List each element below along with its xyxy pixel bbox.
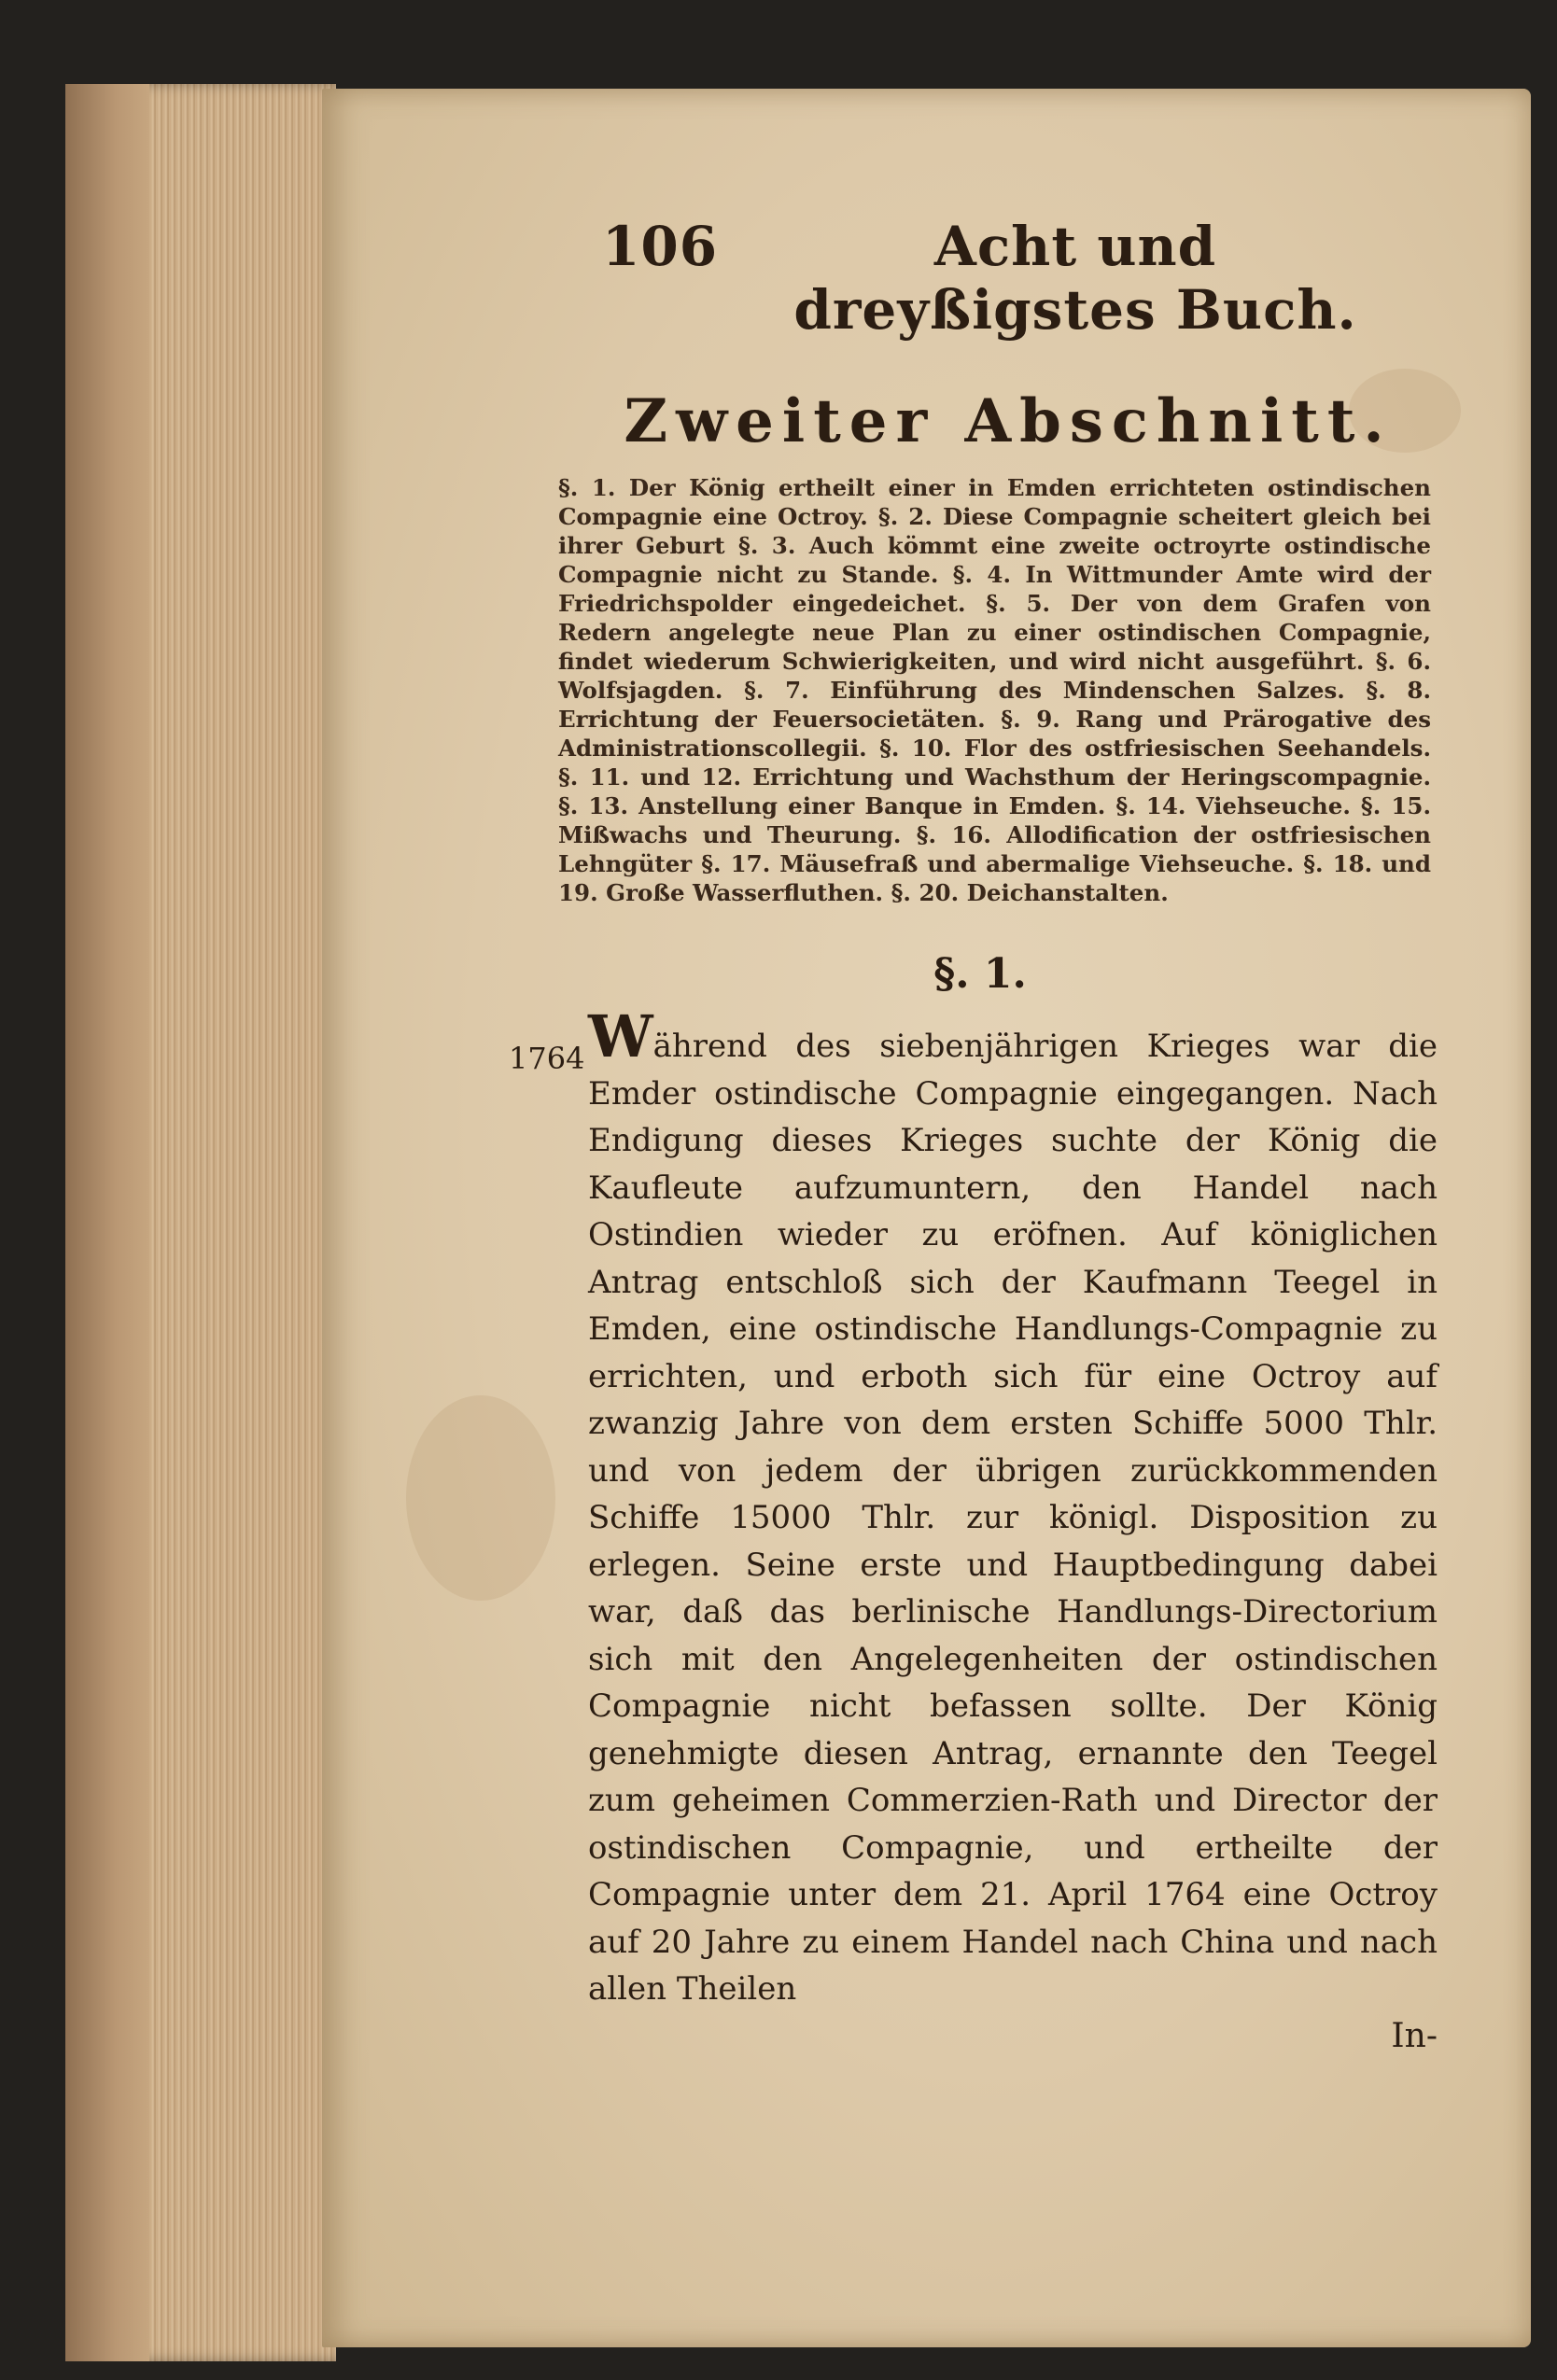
paragraph-mark: §. 1. [933, 950, 1027, 998]
book-cover-edge [65, 84, 149, 2361]
paper-stain [406, 1395, 555, 1601]
body-text: ährend des siebenjährigen Krieges war die Emder ostindische Compagnie eingegangen. Nach Endigung dieses Krieges suchte der König die Kaufleute aufzumuntern, den Handel nach Ostindien wieder zu eröfnen. Auf königlichen Antrag entschloß sich der Kaufmann Teegel in Emden, eine ostindische Handlungs-Compagnie zu errichten, und erboth sich für eine Octroy auf zwanzig Jahre von dem ersten Schiffe 5000 Thlr. und von jedem der übrigen zurückkommenden Schiffe 15000 Thlr. zur königl. Disposition zu erlegen. Seine erste und Hauptbedingung dabei war, daß das berlinische Handlungs-Directorium sich mit den Angelegenheiten der ostindischen Compagnie nicht befassen sollte. Der König genehmigte diesen Antrag, ernannte den Teegel zum geheimen Commerzien-Rath und Director der ostindischen Compagnie, und ertheilte der Compagnie unter dem 21. April 1764 eine Octroy auf 20 Jahre zu einem Handel nach China und nach allen Theilen [588, 1028, 1438, 2008]
page-number: 106 [602, 215, 719, 278]
page-header [602, 215, 1405, 342]
drop-cap: W [588, 1002, 653, 1071]
margin-year: 1764 [509, 1041, 585, 1076]
running-title: Acht und dreyßigstes Buch. [793, 215, 1357, 342]
catchword: In- [1391, 2016, 1438, 2055]
page-text [509, 215, 1456, 2055]
body-paragraph [509, 1002, 1438, 2013]
section-summary: §. 1. Der König ertheilt einer in Emden errichteten ostindischen Compagnie eine Octroy. §. 2. Diese Compagnie scheitert gleich bei ihrer Geburt §. 3. Auch kömmt eine zweite octroyrte ostindische Compagnie nicht zu Stande. §. 4. In Wittmunder Amte wird der Friedrichspolder eingedeichet. §. 5. Der von dem Grafen von Redern angelegte neue Plan zu einer ostindischen Compagnie, findet wiederum Schwierigkeiten, und wird nicht ausgeführt. §. 6. Wolfsjagden. §. 7. Einführung des Mindenschen Salzes. §. 8. Errichtung der Feuersocietäten. §. 9. Rang und Prärogative des Administrationscollegii. §. 10. Flor des ostfriesischen Seehandels. §. 11. und 12. Errichtung und Wachsthum der Heringscompagnie. §. 13. Anstellung einer Banque in Emden. §. 14. Viehseuche. §. 15. Mißwachs und Theurung. §. 16. Allodification der ostfriesischen Lehngüter §. 17. Mäusefraß und abermalige Viehseuche. §. 18. und 19. Große Wasserfluthen. §. 20. Deichanstalten. [558, 474, 1431, 906]
section-title: Zweiter Abschnitt. [624, 386, 1393, 456]
